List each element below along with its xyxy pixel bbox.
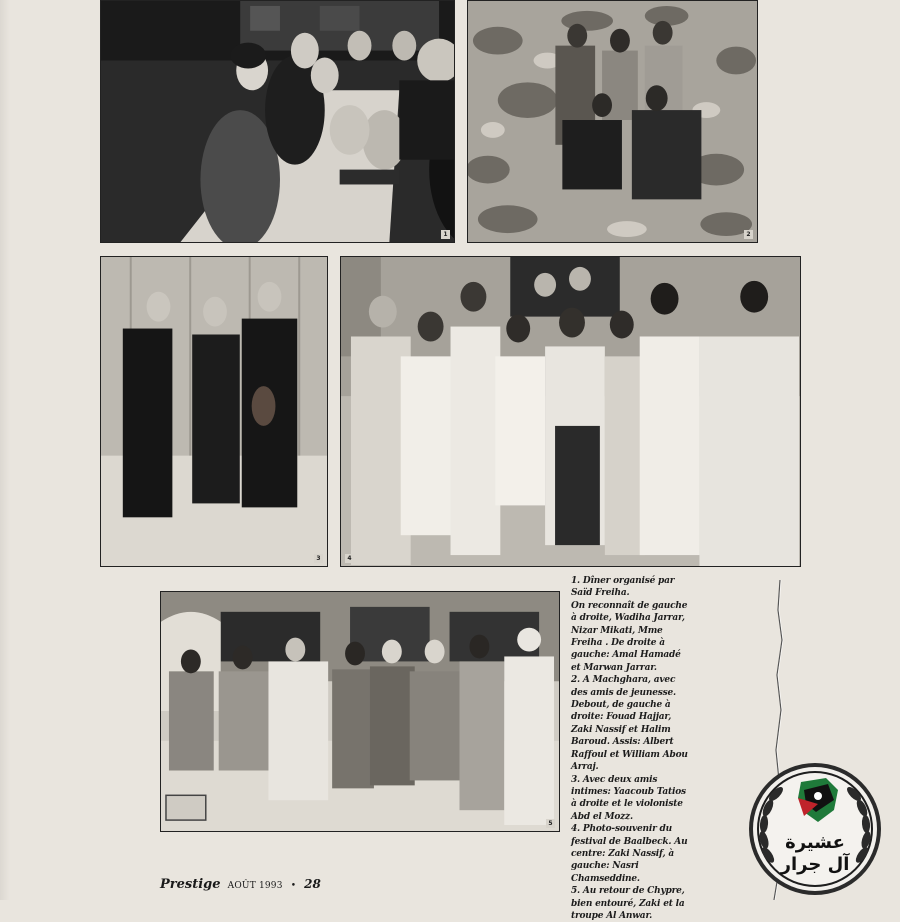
caption-paragraph-6: 5. Au retour de Chypre, bien entouré, Zaki et la troupe Al Anwar.	[571, 886, 685, 921]
photo-dinner	[100, 0, 455, 243]
photo-baalbeck-group	[340, 256, 801, 567]
photo-number-5: 5	[546, 819, 555, 828]
family-seal-logo	[746, 760, 884, 898]
photo-dinner-image	[101, 1, 454, 242]
caption-paragraph-3: 2. A Machghara, avec des amis de jeunesse. Debout, de gauche à droite: Fouad Hajjar, Zaki Nassif et Halim Baroud. Assis: Albert Raffoul et William Abou Arraj.	[571, 675, 688, 773]
seal-text-line2: آل جرار	[780, 854, 850, 875]
page-footer	[160, 873, 321, 892]
photo-number-4: 4	[345, 554, 354, 563]
page-edge-shadow	[0, 0, 10, 900]
photo-three-men-violin-image	[101, 257, 327, 566]
caption-paragraph-2: On reconnaît de gauche à droite, Wadiha Jarrar, Nizar Mikati, Mme Freiha . De droite à gauche: Amal Hamadé et Marwan Jarrar.	[571, 600, 688, 673]
caption-paragraph-4: 3. Avec deux amis intimes: Yaacoub Tatios à droite et le violoniste Abd el Mozz.	[571, 774, 686, 822]
caption-paragraph-1: 1. Dîner organisé par Saïd Freiha.	[571, 576, 675, 599]
photo-three-men-violin	[100, 256, 328, 567]
photo-group-rocks	[467, 0, 758, 243]
photo-number-1: 1	[441, 230, 450, 239]
photo-baalbeck-group-image	[341, 257, 800, 566]
photo-group-rocks-image	[468, 1, 757, 242]
caption-paragraph-5: 4. Photo-souvenir du festival de Baalbeck. Au centre: Zaki Nassif, à gauche: Nasri Chamseddine.	[571, 824, 688, 884]
issue-date: AOÛT 1993	[227, 881, 283, 891]
magazine-name: Prestige	[160, 877, 221, 892]
photo-number-3: 3	[314, 554, 323, 563]
photo-caption	[571, 575, 689, 922]
photo-troupe-street	[160, 591, 560, 832]
page-number: 28	[304, 877, 321, 891]
seal-text-line1: عشيرة	[785, 832, 845, 853]
footer-separator: •	[290, 881, 297, 891]
photo-number-2: 2	[744, 230, 753, 239]
photo-troupe-street-image	[161, 592, 559, 831]
